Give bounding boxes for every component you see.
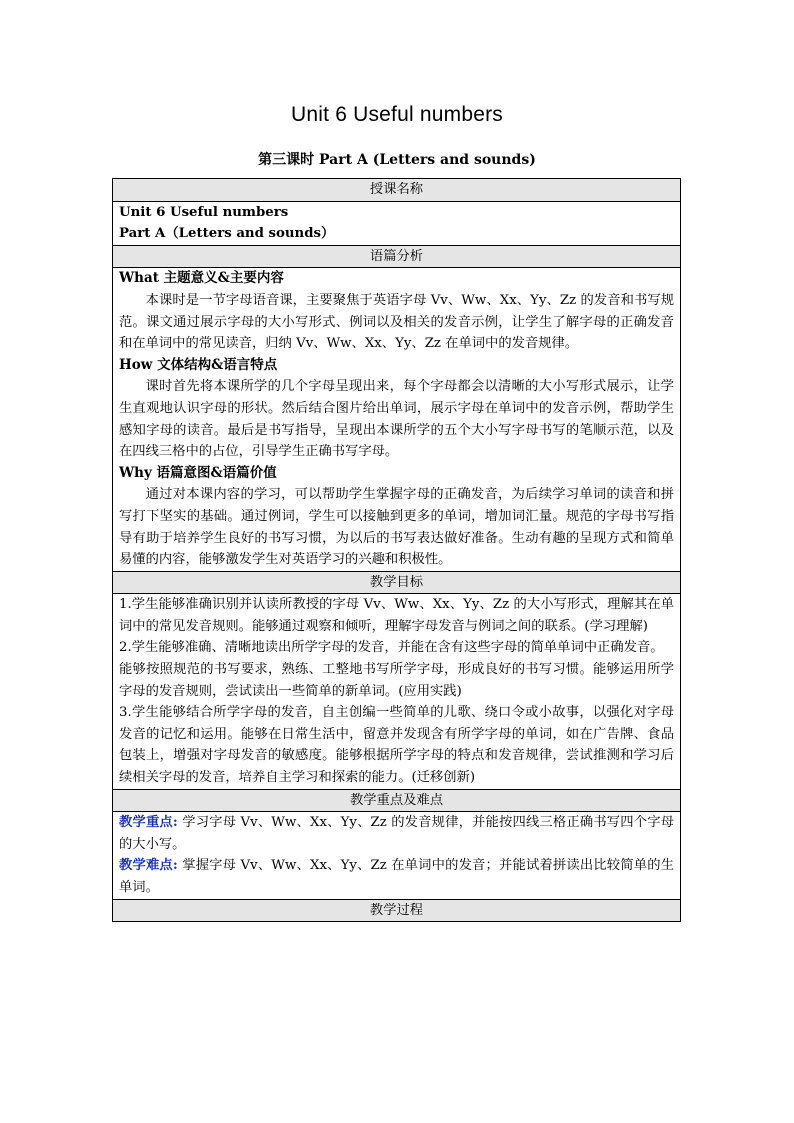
table-row [113,179,681,202]
text-analysis-header: 语篇分析 [113,245,681,268]
document-title: Unit 6 Useful numbers [291,103,503,126]
difficulty-label: 教学难点: [119,858,178,874]
what-paragraph: 本课时是一节字母语音课，主要聚焦于英语字母 Vv、Ww、Xx、Yy、Zz 的发音和书写规范。课文通过展示字母的大小写形式、例词以及相关的发音示例，让学生了解字母的正确发音和在单词中的常见读音，归纳 Vv、Ww、Xx、Yy、Zz 在单词中的发音规律。 [119,292,674,352]
lesson-plan-table [112,178,681,922]
lesson-name-cell [113,201,681,245]
objective-2: 2.学生能够准确、清晰地读出所学字母的发音，并能在含有这些字母的简单单词中正确发音。 [119,640,664,656]
how-heading: How 文体结构&语言特点 [119,356,278,373]
objective-1: 1.学生能够准确识别并认读所教授的字母 Vv、Ww、Xx、Yy、Zz 的大小写形式，理解其在单词中的常见发音规则。能够通过观察和倾听，理解字母发音与例词之间的联系。(学习理解) [119,597,674,634]
key-points-header: 教学重点及难点 [113,789,681,812]
key-points-cell [113,812,681,899]
lesson-name-line1: Unit 6 Useful numbers [119,204,289,220]
teaching-difficulty [119,855,674,898]
what-heading: What 主题意义&主要内容 [119,270,284,287]
table-row [113,899,681,922]
table-row [113,812,681,899]
document-subtitle: 第三课时 Part A (Letters and sounds) [258,152,536,168]
table-row [113,245,681,268]
objective-3: 3.学生能够结合所学字母的发音，自主创编一些简单的儿歌、绕口令或小故事，以强化对字母发音的记忆和运用。能够在日常生活中，留意并发现含有所学字母的单词，如在广告牌、食品包装上，增强对字母发音的敏感度。能够根据所学字母的特点和发音规律，尝试推测和学习后续相关字母的发音，培养自主学习和探索的能力。(迁移创新) [119,705,674,786]
table-row [113,594,681,789]
focus-label: 教学重点: [119,815,178,831]
table-row [113,201,681,245]
table-row [113,571,681,594]
table-row [113,789,681,812]
objectives-header: 教学目标 [113,571,681,594]
focus-text: 学习字母 Vv、Ww、Xx、Yy、Zz 的发音规律，并能按四线三格正确书写四个字母的大小写。 [119,815,674,852]
lesson-name-line2: Part A（Letters and sounds） [119,226,335,242]
table-row [113,268,681,571]
difficulty-text: 掌握字母 Vv、Ww、Xx、Yy、Zz 在单词中的发音；并能试着拼读出比较简单的生单词。 [119,858,674,895]
objective-2-cont: 能够按照规范的书写要求，熟练、工整地书写所学字母，形成良好的书写习惯。能够运用所学字母的发音规则，尝试读出一些简单的新单词。(应用实践) [119,662,674,699]
text-analysis-cell [113,268,681,571]
how-paragraph: 课时首先将本课所学的几个字母呈现出来，每个字母都会以清晰的大小写形式展示，让学生直观地认识字母的形状。然后结合图片给出单词，展示字母在单词中的发音示例，帮助学生感知字母的读音。最后是书写指导，呈现出本课所学的五个大小写字母书写的笔顺示范，以及在四线三格中的占位，引导学生正确书写字母。 [119,379,674,460]
objectives-cell [113,594,681,789]
process-header: 教学过程 [113,899,681,922]
lesson-name-header: 授课名称 [113,179,681,202]
why-heading: Why 语篇意图&语篇价值 [119,464,277,481]
teaching-focus [119,812,674,855]
why-paragraph: 通过对本课内容的学习，可以帮助学生掌握字母的正确发音，为后续学习单词的读音和拼写打下坚实的基础。通过例词，学生可以接触到更多的单词，增加词汇量。规范的字母书写指导有助于培养学生良好的书写习惯，为以后的书写表达做好准备。生动有趣的呈现方式和简单易懂的内容，能够激发学生对英语学习的兴趣和积极性。 [119,487,674,568]
